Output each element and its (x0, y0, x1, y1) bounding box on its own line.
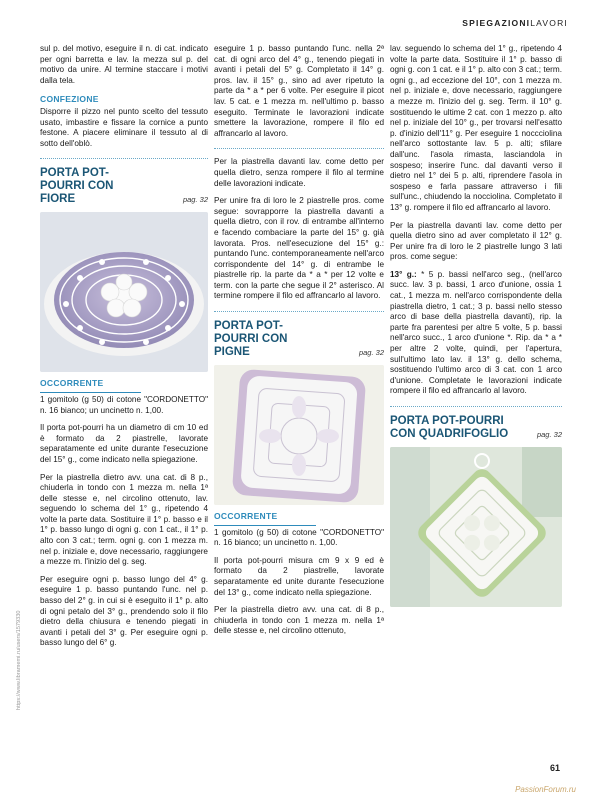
paragraph: 1 gomitolo (g 50) di cotone "CORDONETTO" n. 16 bianco; un uncinetto n. 1,00. (214, 527, 384, 548)
heading-underline (214, 525, 316, 526)
running-header (462, 18, 568, 28)
paragraph: Per eseguire ogni p. basso lungo del 4° g. eseguire 1 p. basso puntando l'unc. nel p. basso del 2° g. in cui si è eseguito il 1° p. alto di ogni petalo del 3° g., prendendo solo il filo dietro della chiusura e tenendo piegati in avanti i petali del 3° g. Per eseguire ogni p. basso lungo del 6° g. (40, 574, 208, 648)
paragraph: sul p. del motivo, eseguire il n. di cat. indicato per ogni barretta e lav. la mezza sul p. del motivo da unire. Al termine staccare i motivi dalla tela. (40, 44, 208, 85)
page-reference: pag. 32 (358, 348, 384, 358)
paragraph-row13 (390, 270, 562, 397)
header-part1: SPIEGAZIONI (462, 18, 531, 28)
photo-doily-pinecones (214, 365, 384, 505)
paragraph: Per la piastrella dietro avv. una cat. di 8 p., chiuderla in tondo con 1 mezza m. nella 1ª delle stesse e, nel circolino ottenuto, (214, 605, 384, 636)
section-title-text: PORTA POT-POURRI CON PIGNE (214, 320, 288, 359)
section-title-text: PORTA POT-POURRI CON QUADRIFOGLIO (390, 415, 509, 440)
paragraph: Per la piastrella davanti lav. come detto per quella dietro, senza rompere il filo al termine delle lavorazioni indicate. (214, 157, 384, 188)
confezione-heading: CONFEZIONE (40, 94, 99, 105)
paragraph: lav. seguendo lo schema del 1° g., ripetendo 4 volte la parte data. Sostituire il 1° p. basso di ogni g. con 1 cat. e il 1° p. alto con 3 cat.; term. ogni g., ad eccezione del 10°, con 1 mezza m. nel p. iniziale e, dove necessario, raggiungere a mezze m. l'inizio del g. seg. Term. il 10° g. sostituendo le ultime 2 cat. con 1 mezzo p. alto nel p. iniziale del 10° g., per trovarsi nell'esatto p. d'inizio dell'11° g. Per eseguire 1 noccciolina nell'arco sottostante lav. 5 p. alti; sfilare dall'unc. l'asola rimasta, lasciandola in sospeso; inserire l'unc. dal davanti verso il dietro nel 1° dei 5 p. alti, riprendere l'asola in sospeso e farla passare attraverso i fili sull'unc., chiudendo la nocciolina. Completato il 13° g. rompere il filo ed affrancarlo al lavoro. (390, 44, 562, 212)
watermark: PassionForum.ru (515, 785, 576, 794)
column-1 (40, 44, 208, 656)
occorrente-heading (214, 511, 384, 526)
page-reference: pag. 32 (182, 195, 208, 205)
section-title-quadrifoglio (390, 415, 562, 441)
row-text: * 5 p. bassi nell'arco seg., (nell'arco succ. lav. 3 p. bassi, 1 arco d'unione, ossia 1 cat., 1 mezza m. nell'arco corrispondente della piastrella dietro, 1 cat.; 3 p. bassi nello stesso arco di base della piastrella davanti), rip. la parte fra parentesi per altre 5 volte, 5 p. bassi nell'arco succ., 1 arco d'unione *. Rip. da * a * per altre 2 volte, quindi, per l'apertura, sull'ultimo lato lav. il 13° g. dello schema, sostituendo l'ultimo arco di 3 cat. con 1 arco d'unione. Completate le lavorazioni indicate rompere il filo ed affrancarlo al lavoro. (390, 269, 562, 396)
section-title-text: PORTA POT-POURRI CON FIORE (40, 167, 114, 206)
occorrente-heading (40, 378, 208, 393)
occorrente-heading-text: OCCORRENTE (214, 511, 278, 522)
paragraph: Il porta pot-pourri misura cm 9 x 9 ed è formato da 2 piastrelle, lavorate separatamente ed unite durante l'esecuzione del 13° g., come indicato nella spiegazione. (214, 555, 384, 597)
divider (214, 148, 384, 149)
paragraph: eseguire 1 p. basso puntando l'unc. nella 2ª cat. di ogni arco del 4° g., tenendo piegati in avanti i petali del 5° g. Completato il 14° g. pros. lav. il 15° g., sino ad aver ripetuto la parte da * a * per 6 volte. Per eseguire il picot lav. 5 cat. e 1 mezza m. nell'ultimo p. basso eseguito. Terminate le lavorazioni indicate smettere la lavorazione, rompere il filo ed affrancarlo al lavoro. (214, 44, 384, 138)
paragraph: Per la piastrella davanti lav. come detto per quella dietro sino ad aver completato il 12° g. Per unire fra di loro le 2 piastrelle lungo 3 lati pros. come segue: (390, 220, 562, 262)
paragraph: Il porta pot-pourri ha un diametro di cm 10 ed è formato da 2 piastrelle, lavorate separatamente ed unite durante l'esecuzione del 15° g., come indicato nella spiegazione. (40, 423, 208, 464)
header-part2: LAVORI (530, 18, 568, 28)
divider (214, 311, 384, 312)
column-3 (390, 44, 562, 613)
page-number: 61 (549, 763, 560, 773)
photo-doily-flower (40, 212, 208, 372)
paragraph: Per unire fra di loro le 2 piastrelle pros. come segue: sovrapporre la piastrella davanti a quella dietro, con il rov. di entrambe all'interno e facendo combaciare la parte del 15° g. già lavorata. Pros. nell'esecuzione del 15° g.: puntando l'unc. contemporaneamente nell'arco corrispondente del 14° g. di entrambe le piastrelle rip. la parte da * a * per 12 volte e term. con la parte che segue il 2° asterisco. Al termine rompere il filo ed affrancarlo al lavoro. (214, 196, 384, 301)
divider (390, 406, 562, 407)
paragraph: Per la piastrella dietro avv. una cat. di 8 p., chiuderla in tondo con 1 mezza m. nella 1ª delle stesse e, nel circolino ottenuto, lav. seguendo lo schema del 1° g., ripetendo 4 volte la parte data. Sostituire il 1° p. basso e il 1° p. basso lungo di ogni g. con 1 cat., il 1° p. alto con 3 cat.; term. ogni g. con 1 mezza m. nel p. iniziale e, dove necessario, raggiungere a mezze m. l'inizio del g. seg. (40, 472, 208, 567)
row-label: 13° g.: (390, 269, 417, 279)
heading-underline (40, 392, 141, 393)
section-title-fiore (40, 167, 208, 206)
paragraph: 1 gomitolo (g 50) di cotone "CORDONETTO" n. 16 bianco; un uncinetto n. 1,00. (40, 394, 208, 415)
photo-doily-quatrefoil (390, 447, 562, 607)
page-reference: pag. 32 (536, 430, 562, 439)
occorrente-heading-text: OCCORRENTE (40, 378, 104, 389)
column-2 (214, 44, 384, 644)
paragraph: Disporre il pizzo nel punto scelto del tessuto usato, imbastire e fissare la cornice a punto festone. A piacere eliminare il tessuto al di sotto dell'oblò. (40, 106, 208, 148)
side-url: https://www.libramemi.ru/users/1579330 (16, 610, 22, 710)
section-title-pigne (214, 320, 384, 359)
divider (40, 158, 208, 159)
